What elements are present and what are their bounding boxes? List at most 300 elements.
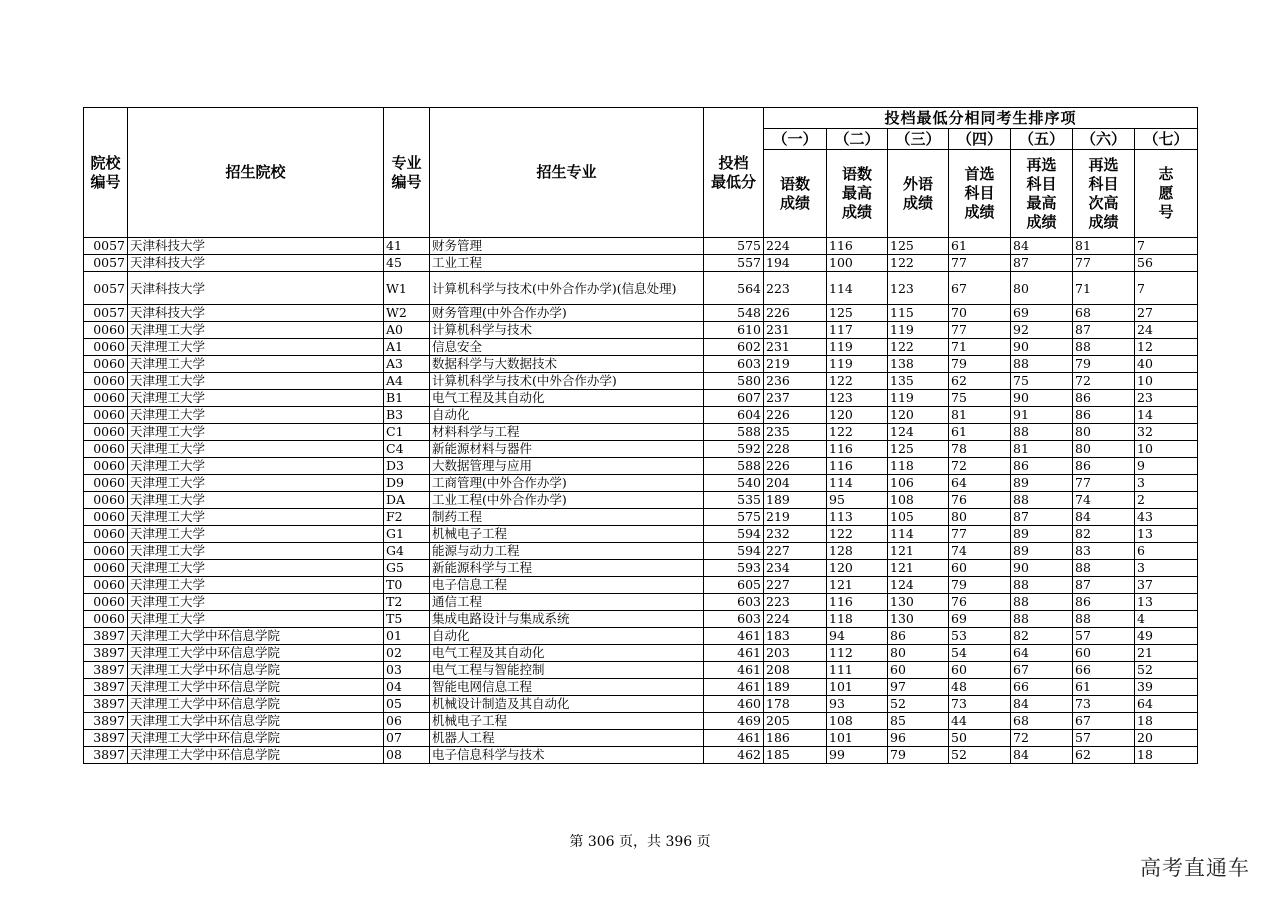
- cell-reselect-max: 86: [1011, 458, 1073, 475]
- cell-chinese-math-max: 120: [827, 407, 888, 424]
- table-row: [84, 492, 1198, 509]
- header-rank-5: （五）: [1011, 129, 1073, 150]
- cell-first-subject: 77: [949, 322, 1011, 339]
- cell-chinese-math: 235: [764, 424, 827, 441]
- cell-major-name: 智能电网信息工程: [430, 679, 704, 696]
- cell-college-name: 天津科技大学: [128, 255, 384, 272]
- cell-major-name: 新能源材料与器件: [430, 441, 704, 458]
- watermark-logo-text: 高考直通车: [1140, 856, 1250, 880]
- cell-chinese-math-max: 93: [827, 696, 888, 713]
- cell-major-name: 电子信息科学与技术: [430, 747, 704, 764]
- cell-reselect-second: 73: [1073, 696, 1135, 713]
- cell-preference-no: 18: [1135, 747, 1198, 764]
- cell-major-name: 能源与动力工程: [430, 543, 704, 560]
- cell-reselect-max: 75: [1011, 373, 1073, 390]
- cell-major-name: 电气工程及其自动化: [430, 390, 704, 407]
- cell-major-name: 财务管理: [430, 238, 704, 255]
- cell-chinese-math: 223: [764, 272, 827, 305]
- cell-college-code: 0060: [84, 373, 128, 390]
- cell-major-code: W2: [384, 305, 430, 322]
- table-row: [84, 696, 1198, 713]
- cell-chinese-math-max: 120: [827, 560, 888, 577]
- cell-major-code: F2: [384, 509, 430, 526]
- cell-major-code: 05: [384, 696, 430, 713]
- cell-college-name: 天津理工大学: [128, 458, 384, 475]
- cell-reselect-second: 61: [1073, 679, 1135, 696]
- cell-reselect-second: 86: [1073, 458, 1135, 475]
- cell-min-score: 603: [704, 594, 764, 611]
- cell-min-score: 469: [704, 713, 764, 730]
- header-criterion-7: 志 愿 号: [1135, 150, 1198, 238]
- cell-major-code: 04: [384, 679, 430, 696]
- cell-min-score: 605: [704, 577, 764, 594]
- cell-chinese-math-max: 116: [827, 594, 888, 611]
- cell-major-code: D3: [384, 458, 430, 475]
- cell-college-code: 0060: [84, 458, 128, 475]
- header-criterion-3: 外语 成绩: [888, 150, 949, 238]
- table-row: [84, 255, 1198, 272]
- cell-college-code: 0060: [84, 526, 128, 543]
- header-criterion-4: 首选 科目 成绩: [949, 150, 1011, 238]
- cell-foreign-lang: 124: [888, 577, 949, 594]
- cell-major-code: A3: [384, 356, 430, 373]
- cell-chinese-math-max: 99: [827, 747, 888, 764]
- cell-min-score: 461: [704, 662, 764, 679]
- cell-major-name: 材料科学与工程: [430, 424, 704, 441]
- cell-min-score: 564: [704, 272, 764, 305]
- cell-chinese-math-max: 122: [827, 373, 888, 390]
- cell-preference-no: 24: [1135, 322, 1198, 339]
- cell-major-name: 制药工程: [430, 509, 704, 526]
- cell-major-code: C4: [384, 441, 430, 458]
- table-row: [84, 356, 1198, 373]
- cell-reselect-second: 84: [1073, 509, 1135, 526]
- cell-preference-no: 40: [1135, 356, 1198, 373]
- header-rank-7: （七）: [1135, 129, 1198, 150]
- cell-first-subject: 78: [949, 441, 1011, 458]
- cell-reselect-second: 60: [1073, 645, 1135, 662]
- cell-major-name: 机械设计制造及其自动化: [430, 696, 704, 713]
- cell-reselect-max: 88: [1011, 594, 1073, 611]
- cell-major-name: 计算机科学与技术: [430, 322, 704, 339]
- cell-min-score: 557: [704, 255, 764, 272]
- cell-first-subject: 64: [949, 475, 1011, 492]
- cell-foreign-lang: 79: [888, 747, 949, 764]
- cell-college-code: 0060: [84, 356, 128, 373]
- cell-chinese-math-max: 121: [827, 577, 888, 594]
- cell-preference-no: 14: [1135, 407, 1198, 424]
- cell-reselect-max: 82: [1011, 628, 1073, 645]
- cell-min-score: 461: [704, 730, 764, 747]
- cell-major-code: A1: [384, 339, 430, 356]
- cell-reselect-second: 86: [1073, 390, 1135, 407]
- cell-college-name: 天津理工大学中环信息学院: [128, 696, 384, 713]
- cell-reselect-second: 87: [1073, 577, 1135, 594]
- cell-major-code: 01: [384, 628, 430, 645]
- cell-preference-no: 21: [1135, 645, 1198, 662]
- cell-major-code: G5: [384, 560, 430, 577]
- cell-college-name: 天津理工大学中环信息学院: [128, 730, 384, 747]
- cell-college-code: 0057: [84, 255, 128, 272]
- table-row: [84, 560, 1198, 577]
- table-row: [84, 662, 1198, 679]
- cell-first-subject: 67: [949, 272, 1011, 305]
- header-rank-2: （二）: [827, 129, 888, 150]
- header-rank-1: （一）: [764, 129, 827, 150]
- cell-major-name: 机械电子工程: [430, 713, 704, 730]
- cell-reselect-second: 72: [1073, 373, 1135, 390]
- cell-major-code: 07: [384, 730, 430, 747]
- cell-reselect-second: 67: [1073, 713, 1135, 730]
- table-row: [84, 390, 1198, 407]
- cell-college-name: 天津理工大学: [128, 594, 384, 611]
- cell-preference-no: 52: [1135, 662, 1198, 679]
- cell-min-score: 594: [704, 543, 764, 560]
- cell-college-name: 天津理工大学中环信息学院: [128, 679, 384, 696]
- cell-college-code: 0060: [84, 543, 128, 560]
- table-row: [84, 628, 1198, 645]
- cell-chinese-math-max: 116: [827, 441, 888, 458]
- cell-min-score: 603: [704, 356, 764, 373]
- cell-college-name: 天津理工大学中环信息学院: [128, 662, 384, 679]
- cell-chinese-math-max: 122: [827, 526, 888, 543]
- cell-min-score: 588: [704, 458, 764, 475]
- cell-min-score: 535: [704, 492, 764, 509]
- cell-chinese-math-max: 95: [827, 492, 888, 509]
- cell-chinese-math-max: 108: [827, 713, 888, 730]
- cell-reselect-max: 67: [1011, 662, 1073, 679]
- cell-first-subject: 72: [949, 458, 1011, 475]
- cell-reselect-max: 80: [1011, 272, 1073, 305]
- cell-first-subject: 76: [949, 492, 1011, 509]
- cell-major-code: W1: [384, 272, 430, 305]
- cell-college-name: 天津科技大学: [128, 305, 384, 322]
- cell-major-name: 机器人工程: [430, 730, 704, 747]
- cell-college-code: 0060: [84, 390, 128, 407]
- cell-chinese-math-max: 111: [827, 662, 888, 679]
- cell-college-name: 天津理工大学中环信息学院: [128, 747, 384, 764]
- cell-min-score: 603: [704, 611, 764, 628]
- cell-reselect-max: 91: [1011, 407, 1073, 424]
- cell-reselect-second: 86: [1073, 407, 1135, 424]
- cell-college-name: 天津理工大学: [128, 424, 384, 441]
- cell-preference-no: 23: [1135, 390, 1198, 407]
- cell-reselect-max: 90: [1011, 390, 1073, 407]
- cell-chinese-math: 203: [764, 645, 827, 662]
- cell-college-code: 0060: [84, 322, 128, 339]
- cell-reselect-second: 86: [1073, 594, 1135, 611]
- cell-college-code: 0060: [84, 560, 128, 577]
- cell-college-code: 0060: [84, 577, 128, 594]
- cell-reselect-second: 80: [1073, 441, 1135, 458]
- cell-college-name: 天津理工大学: [128, 492, 384, 509]
- cell-college-code: 0060: [84, 407, 128, 424]
- cell-preference-no: 37: [1135, 577, 1198, 594]
- cell-major-code: DA: [384, 492, 430, 509]
- cell-reselect-max: 88: [1011, 492, 1073, 509]
- cell-chinese-math: 234: [764, 560, 827, 577]
- cell-foreign-lang: 138: [888, 356, 949, 373]
- cell-foreign-lang: 115: [888, 305, 949, 322]
- cell-first-subject: 60: [949, 560, 1011, 577]
- cell-chinese-math-max: 118: [827, 611, 888, 628]
- cell-major-code: 06: [384, 713, 430, 730]
- cell-reselect-second: 87: [1073, 322, 1135, 339]
- cell-foreign-lang: 125: [888, 441, 949, 458]
- cell-min-score: 575: [704, 238, 764, 255]
- cell-preference-no: 10: [1135, 441, 1198, 458]
- cell-first-subject: 61: [949, 424, 1011, 441]
- cell-reselect-second: 80: [1073, 424, 1135, 441]
- cell-min-score: 462: [704, 747, 764, 764]
- cell-first-subject: 61: [949, 238, 1011, 255]
- cell-major-name: 工业工程(中外合作办学): [430, 492, 704, 509]
- cell-college-name: 天津理工大学: [128, 611, 384, 628]
- cell-college-name: 天津理工大学: [128, 407, 384, 424]
- cell-first-subject: 79: [949, 356, 1011, 373]
- cell-major-name: 财务管理(中外合作办学): [430, 305, 704, 322]
- cell-chinese-math-max: 101: [827, 730, 888, 747]
- cell-chinese-math-max: 113: [827, 509, 888, 526]
- cell-reselect-max: 89: [1011, 526, 1073, 543]
- cell-major-name: 工商管理(中外合作办学): [430, 475, 704, 492]
- cell-first-subject: 62: [949, 373, 1011, 390]
- cell-college-name: 天津理工大学: [128, 543, 384, 560]
- header-college-code: 院校 编号: [84, 108, 128, 238]
- cell-reselect-max: 92: [1011, 322, 1073, 339]
- cell-preference-no: 13: [1135, 594, 1198, 611]
- cell-min-score: 461: [704, 628, 764, 645]
- cell-chinese-math-max: 101: [827, 679, 888, 696]
- cell-min-score: 604: [704, 407, 764, 424]
- header-major: 招生专业: [430, 108, 704, 238]
- cell-first-subject: 52: [949, 747, 1011, 764]
- cell-preference-no: 7: [1135, 272, 1198, 305]
- cell-first-subject: 76: [949, 594, 1011, 611]
- header-criterion-2: 语数 最高 成绩: [827, 150, 888, 238]
- cell-major-code: C1: [384, 424, 430, 441]
- cell-major-code: A4: [384, 373, 430, 390]
- cell-college-code: 0060: [84, 441, 128, 458]
- cell-foreign-lang: 119: [888, 390, 949, 407]
- cell-chinese-math-max: 116: [827, 458, 888, 475]
- cell-preference-no: 3: [1135, 475, 1198, 492]
- cell-min-score: 593: [704, 560, 764, 577]
- cell-reselect-max: 64: [1011, 645, 1073, 662]
- cell-chinese-math: 224: [764, 611, 827, 628]
- table-row: [84, 543, 1198, 560]
- cell-foreign-lang: 123: [888, 272, 949, 305]
- cell-major-code: B3: [384, 407, 430, 424]
- cell-preference-no: 2: [1135, 492, 1198, 509]
- cell-college-code: 0060: [84, 594, 128, 611]
- cell-foreign-lang: 130: [888, 611, 949, 628]
- cell-chinese-math: 236: [764, 373, 827, 390]
- cell-min-score: 461: [704, 679, 764, 696]
- cell-reselect-second: 74: [1073, 492, 1135, 509]
- cell-foreign-lang: 121: [888, 560, 949, 577]
- cell-major-code: 08: [384, 747, 430, 764]
- cell-reselect-second: 57: [1073, 730, 1135, 747]
- cell-reselect-second: 81: [1073, 238, 1135, 255]
- cell-preference-no: 7: [1135, 238, 1198, 255]
- cell-college-code: 0060: [84, 339, 128, 356]
- cell-reselect-second: 68: [1073, 305, 1135, 322]
- cell-first-subject: 54: [949, 645, 1011, 662]
- cell-chinese-math: 232: [764, 526, 827, 543]
- cell-college-code: 0060: [84, 475, 128, 492]
- cell-first-subject: 81: [949, 407, 1011, 424]
- cell-first-subject: 50: [949, 730, 1011, 747]
- cell-reselect-max: 88: [1011, 356, 1073, 373]
- cell-chinese-math: 205: [764, 713, 827, 730]
- cell-major-name: 新能源科学与工程: [430, 560, 704, 577]
- cell-foreign-lang: 130: [888, 594, 949, 611]
- cell-college-code: 3897: [84, 747, 128, 764]
- cell-first-subject: 69: [949, 611, 1011, 628]
- cell-major-code: A0: [384, 322, 430, 339]
- cell-chinese-math: 226: [764, 305, 827, 322]
- cell-foreign-lang: 106: [888, 475, 949, 492]
- cell-major-code: 03: [384, 662, 430, 679]
- cell-chinese-math-max: 117: [827, 322, 888, 339]
- cell-college-name: 天津科技大学: [128, 272, 384, 305]
- cell-foreign-lang: 118: [888, 458, 949, 475]
- cell-reselect-max: 84: [1011, 238, 1073, 255]
- cell-chinese-math: 186: [764, 730, 827, 747]
- cell-major-name: 集成电路设计与集成系统: [430, 611, 704, 628]
- cell-chinese-math: 231: [764, 339, 827, 356]
- header-rank-6: （六）: [1073, 129, 1135, 150]
- cell-preference-no: 9: [1135, 458, 1198, 475]
- cell-college-name: 天津理工大学: [128, 356, 384, 373]
- cell-chinese-math-max: 114: [827, 272, 888, 305]
- cell-min-score: 460: [704, 696, 764, 713]
- cell-college-code: 0057: [84, 238, 128, 255]
- cell-preference-no: 49: [1135, 628, 1198, 645]
- cell-major-name: 通信工程: [430, 594, 704, 611]
- cell-college-name: 天津理工大学中环信息学院: [128, 628, 384, 645]
- cell-preference-no: 13: [1135, 526, 1198, 543]
- cell-college-code: 3897: [84, 662, 128, 679]
- table-row: [84, 475, 1198, 492]
- cell-major-name: 数据科学与大数据技术: [430, 356, 704, 373]
- cell-reselect-second: 77: [1073, 475, 1135, 492]
- table-row: [84, 407, 1198, 424]
- cell-reselect-max: 66: [1011, 679, 1073, 696]
- cell-reselect-max: 69: [1011, 305, 1073, 322]
- table-body: [84, 238, 1198, 764]
- cell-min-score: 592: [704, 441, 764, 458]
- cell-preference-no: 20: [1135, 730, 1198, 747]
- cell-foreign-lang: 125: [888, 238, 949, 255]
- cell-chinese-math-max: 119: [827, 356, 888, 373]
- table-row: [84, 322, 1198, 339]
- cell-college-name: 天津理工大学: [128, 577, 384, 594]
- cell-reselect-max: 72: [1011, 730, 1073, 747]
- cell-major-name: 机械电子工程: [430, 526, 704, 543]
- table-row: [84, 509, 1198, 526]
- cell-college-code: 3897: [84, 696, 128, 713]
- table-row: [84, 373, 1198, 390]
- cell-college-code: 3897: [84, 730, 128, 747]
- cell-major-name: 计算机科学与技术(中外合作办学): [430, 373, 704, 390]
- cell-first-subject: 74: [949, 543, 1011, 560]
- cell-first-subject: 79: [949, 577, 1011, 594]
- cell-reselect-max: 89: [1011, 475, 1073, 492]
- cell-college-name: 天津科技大学: [128, 238, 384, 255]
- cell-min-score: 540: [704, 475, 764, 492]
- cell-foreign-lang: 122: [888, 339, 949, 356]
- cell-chinese-math: 237: [764, 390, 827, 407]
- table-row: [84, 679, 1198, 696]
- cell-college-name: 天津理工大学: [128, 322, 384, 339]
- cell-preference-no: 64: [1135, 696, 1198, 713]
- cell-min-score: 580: [704, 373, 764, 390]
- cell-preference-no: 4: [1135, 611, 1198, 628]
- cell-college-code: 0060: [84, 492, 128, 509]
- cell-major-name: 电子信息工程: [430, 577, 704, 594]
- cell-preference-no: 32: [1135, 424, 1198, 441]
- cell-major-code: D9: [384, 475, 430, 492]
- cell-chinese-math: 231: [764, 322, 827, 339]
- cell-min-score: 594: [704, 526, 764, 543]
- cell-reselect-second: 79: [1073, 356, 1135, 373]
- cell-min-score: 461: [704, 645, 764, 662]
- cell-reselect-max: 84: [1011, 747, 1073, 764]
- cell-chinese-math: 219: [764, 509, 827, 526]
- cell-major-name: 工业工程: [430, 255, 704, 272]
- cell-foreign-lang: 120: [888, 407, 949, 424]
- cell-major-name: 电气工程与智能控制: [430, 662, 704, 679]
- table-row: [84, 526, 1198, 543]
- cell-college-name: 天津理工大学: [128, 560, 384, 577]
- cell-chinese-math: 228: [764, 441, 827, 458]
- cell-chinese-math-max: 114: [827, 475, 888, 492]
- cell-college-code: 0057: [84, 272, 128, 305]
- cell-first-subject: 48: [949, 679, 1011, 696]
- cell-reselect-second: 66: [1073, 662, 1135, 679]
- cell-preference-no: 12: [1135, 339, 1198, 356]
- cell-chinese-math: 208: [764, 662, 827, 679]
- cell-major-code: B1: [384, 390, 430, 407]
- cell-chinese-math: 227: [764, 543, 827, 560]
- table-header: [84, 108, 1198, 238]
- table-row: [84, 594, 1198, 611]
- cell-chinese-math-max: 112: [827, 645, 888, 662]
- cell-major-code: 02: [384, 645, 430, 662]
- cell-chinese-math-max: 123: [827, 390, 888, 407]
- cell-reselect-max: 90: [1011, 339, 1073, 356]
- cell-reselect-max: 89: [1011, 543, 1073, 560]
- cell-min-score: 588: [704, 424, 764, 441]
- cell-reselect-max: 84: [1011, 696, 1073, 713]
- cell-chinese-math: 178: [764, 696, 827, 713]
- header-tiebreak-group: 投档最低分相同考生排序项: [764, 108, 1198, 129]
- cell-first-subject: 60: [949, 662, 1011, 679]
- cell-college-name: 天津理工大学: [128, 526, 384, 543]
- table-row: [84, 272, 1198, 305]
- cell-reselect-max: 88: [1011, 611, 1073, 628]
- cell-chinese-math: 227: [764, 577, 827, 594]
- table-row: [84, 645, 1198, 662]
- cell-chinese-math: 189: [764, 679, 827, 696]
- table-row: [84, 238, 1198, 255]
- cell-major-name: 自动化: [430, 407, 704, 424]
- cell-college-code: 3897: [84, 679, 128, 696]
- cell-foreign-lang: 80: [888, 645, 949, 662]
- cell-reselect-max: 81: [1011, 441, 1073, 458]
